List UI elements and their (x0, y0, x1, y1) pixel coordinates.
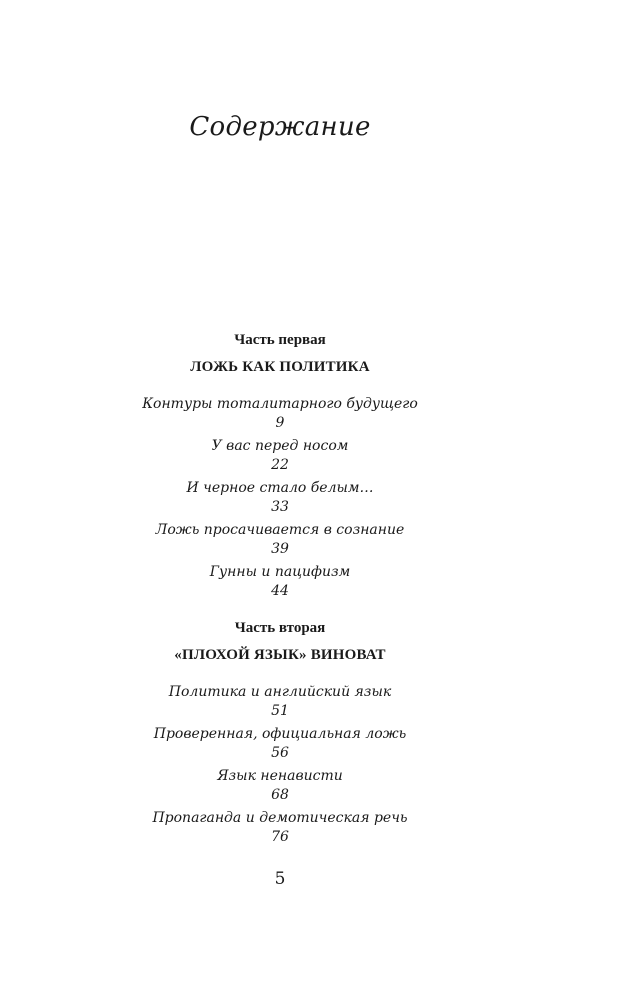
toc-entry-page: 51 (271, 703, 289, 719)
toc-entry-title: Контуры тоталитарного будущего (142, 396, 418, 412)
toc-entry-title: Пропаганда и демотическая речь (152, 810, 408, 826)
page-number: 5 (274, 869, 286, 889)
toc-entry (0, 436, 560, 474)
toc-entry-page: 68 (271, 787, 289, 803)
page-title: Содержание (189, 112, 371, 142)
part-title: «ПЛОХОЙ ЯЗЫК» ВИНОВАТ (174, 647, 386, 663)
part-title: ЛОЖЬ КАК ПОЛИТИКА (190, 359, 370, 375)
table-of-contents (0, 330, 560, 864)
toc-entry-page: 44 (271, 583, 289, 599)
toc-entry (0, 478, 560, 516)
part-label: Часть первая (234, 332, 326, 348)
toc-entry-title: Ложь просачивается в сознание (155, 522, 405, 538)
toc-part-2 (0, 618, 560, 846)
toc-entry (0, 394, 560, 432)
toc-entry-page: 9 (275, 415, 285, 431)
toc-entry-page: 33 (271, 499, 289, 515)
toc-entry-title: У вас перед носом (211, 438, 349, 454)
toc-entry (0, 682, 560, 720)
toc-entry-title: Политика и английский язык (168, 684, 392, 700)
toc-entry-title: Проверенная, официальная ложь (153, 726, 407, 742)
toc-part-1 (0, 330, 560, 600)
toc-entry (0, 562, 560, 600)
toc-entry-page: 76 (271, 829, 289, 845)
toc-entry-page: 22 (271, 457, 289, 473)
toc-entry (0, 520, 560, 558)
toc-entry-title: И черное стало белым… (186, 480, 374, 496)
toc-entry-page: 56 (271, 745, 289, 761)
toc-entry (0, 724, 560, 762)
toc-entry-title: Гунны и пацифизм (209, 564, 351, 580)
toc-entry (0, 808, 560, 846)
toc-entry (0, 766, 560, 804)
part-label: Часть вторая (234, 620, 326, 636)
toc-entry-page: 39 (271, 541, 289, 557)
toc-entry-title: Язык ненависти (217, 768, 343, 784)
